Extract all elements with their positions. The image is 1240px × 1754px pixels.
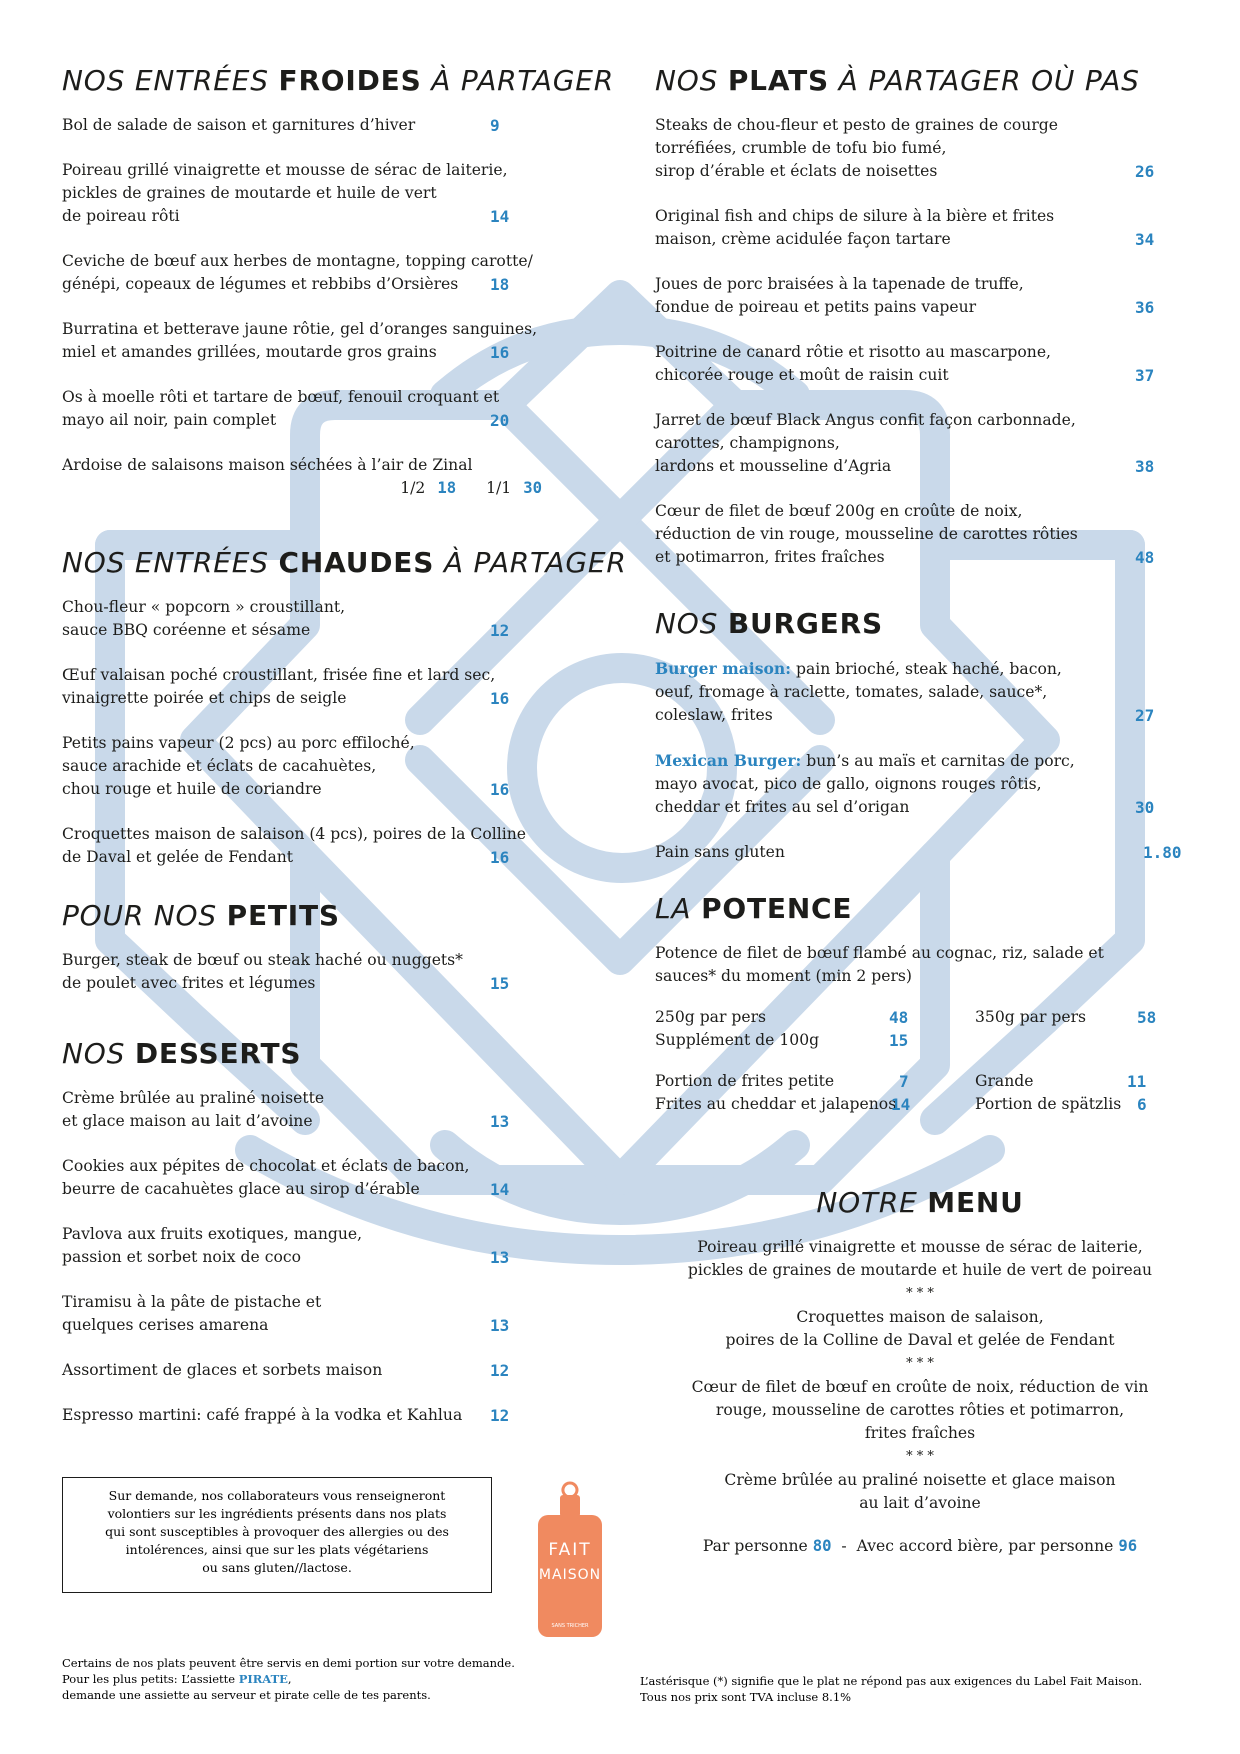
menu-item	[655, 273, 1185, 319]
title-italic: NOS	[655, 64, 728, 97]
dish-price: 18	[490, 275, 510, 294]
section-notre-menu	[655, 1184, 1185, 1558]
menu-item	[655, 500, 1185, 569]
price-label: Portion de spätzlis	[975, 1095, 1122, 1113]
price-value: 15	[889, 1031, 909, 1050]
dish-price: 15	[490, 974, 510, 993]
menu-item	[62, 823, 582, 869]
footer-line: Pour les plus petits: L’assiette	[62, 1672, 239, 1686]
menu-item-ardoise	[62, 454, 582, 500]
menu-item	[62, 732, 582, 801]
dish-price: 26	[1135, 162, 1155, 181]
price-value: 7	[899, 1072, 909, 1091]
title-italic: NOS	[62, 1037, 135, 1070]
section-title	[655, 605, 1185, 643]
dish-price: 34	[1135, 230, 1155, 249]
title-bold: DESSERTS	[134, 1037, 302, 1070]
menu-item	[655, 749, 1185, 819]
menu-item	[62, 1155, 582, 1201]
menu-course: Poireau grillé vinaigrette et mousse de sérac de laiterie, pickles de graines de moutarde et huile de vert de poireau	[687, 1238, 1153, 1279]
price-label: Supplément de 100g	[655, 1031, 820, 1049]
dish-price: 48	[1135, 548, 1155, 567]
half-portion-price: 18	[437, 479, 457, 497]
section-potence	[655, 890, 1185, 1116]
price-value: 58	[1137, 1008, 1157, 1027]
price-label: Portion de frites petite	[655, 1072, 835, 1090]
menu-item	[62, 386, 582, 432]
title-italic: NOS	[655, 607, 728, 640]
potence-description: Potence de filet de bœuf flambé au cognac, riz, salade et sauces* du moment (min 2 pers)	[655, 944, 1104, 985]
dish-price: 16	[490, 780, 510, 799]
menu-price-label: Avec accord bière, par personne	[856, 1537, 1119, 1555]
title-bold: FROIDES	[278, 64, 422, 97]
menu-item	[62, 250, 582, 296]
menu-item	[655, 841, 1185, 864]
menu-item	[62, 1359, 582, 1382]
title-bold: PETITS	[226, 899, 340, 932]
separator: -	[831, 1537, 857, 1555]
dish-price: 30	[1135, 798, 1155, 817]
dish-text: Assortiment de glaces et sorbets maison	[62, 1361, 383, 1379]
title-italic: NOS ENTRÉES	[62, 546, 279, 579]
menu-price: 80	[812, 1537, 832, 1555]
footer-line: demande une assiette au serveur et pirate celle de tes parents.	[62, 1688, 431, 1702]
section-entrees-froides	[62, 62, 614, 500]
title-bold: PLATS	[727, 64, 829, 97]
dish-text: Crème brûlée au praliné noisette et glace maison au lait d’avoine	[62, 1089, 325, 1130]
section-title	[62, 544, 627, 582]
dish-list	[655, 114, 1185, 569]
title-italic: NOS ENTRÉES	[62, 64, 279, 97]
section-desserts	[62, 1035, 582, 1427]
dish-name: Burger maison:	[655, 659, 792, 678]
dish-text: Burratina et betterave jaune rôtie, gel d’oranges sanguines, miel et amandes grillées, moutarde gros grains	[62, 320, 538, 361]
title-italic: À PARTAGER OÙ PAS	[828, 64, 1140, 97]
fait-maison-logo	[530, 1477, 610, 1642]
potence-row	[655, 1006, 1185, 1029]
section-title	[62, 897, 582, 935]
dish-name: Mexican Burger:	[655, 751, 802, 770]
dish-text: Steaks de chou-fleur et pesto de graines de courge torréfiées, crumble de tofu bio fumé, sirop d’érable et éclats de noisettes	[655, 116, 1059, 180]
dish-text: Bol de salade de saison et garnitures d’hiver	[62, 116, 416, 134]
dish-text	[655, 657, 1185, 727]
dish-text: Œuf valaisan poché croustillant, frisée fine et lard sec, vinaigrette poirée et chips de seigle	[62, 666, 496, 707]
title-italic: À PARTAGER	[434, 546, 627, 579]
logo-line-2: MAISON	[538, 1567, 602, 1583]
full-portion-price: 30	[523, 479, 542, 497]
right-column	[655, 62, 1185, 1558]
title-bold: BURGERS	[727, 607, 883, 640]
section-entrees-chaudes	[62, 544, 627, 869]
title-bold: MENU	[927, 1186, 1024, 1219]
potence-details	[655, 942, 1185, 1116]
dish-description: bun’s au maïs et carnitas de porc, mayo avocat, pico de gallo, oignons rouges rôtis, cheddar et frites au sel d’origan	[655, 752, 1075, 816]
menu-item	[655, 341, 1185, 387]
menu-price-beer: 96	[1118, 1537, 1138, 1555]
menu-item	[62, 949, 582, 995]
logo-line-1: FAIT	[548, 1540, 592, 1560]
dish-text: Ceviche de bœuf aux herbes de montagne, topping carotte/ génépi, copeaux de légumes et rebbibs d’Orsières	[62, 252, 533, 293]
pirate-highlight: PIRATE	[238, 1672, 288, 1686]
price-label: Frites au cheddar et jalapenos	[655, 1095, 897, 1113]
footer-right: L’astérisque (*) signifie que le plat ne répond pas aux exigences du Label Fait Maison. Tous nos prix sont TVA incluse 8.1%	[640, 1674, 1143, 1704]
title-bold: POTENCE	[701, 892, 853, 925]
dish-price: 13	[490, 1248, 510, 1267]
dish-text: Joues de porc braisées à la tapenade de truffe, fondue de poireau et petits pains vapeur	[655, 275, 1024, 316]
potence-row	[655, 1093, 1185, 1116]
title-italic: POUR NOS	[62, 899, 227, 932]
price-value: 6	[1137, 1095, 1147, 1114]
section-title	[655, 62, 1185, 100]
dish-text: Ardoise de salaisons maison séchées à l’air de Zinal	[62, 456, 473, 474]
price-label: Grande	[975, 1072, 1034, 1090]
dish-text: Croquettes maison de salaison (4 pcs), poires de la Colline de Daval et gelée de Fendant	[62, 825, 526, 866]
dish-text: Original fish and chips de silure à la bière et frites maison, crème acidulée façon tartare	[655, 207, 1055, 248]
menu-item	[655, 409, 1185, 478]
dish-price: 12	[490, 1361, 510, 1380]
dish-price: 16	[490, 848, 510, 867]
dish-price: 9	[490, 116, 500, 135]
dish-price: 37	[1135, 366, 1155, 385]
menu-item	[62, 1291, 582, 1337]
dish-text: Pavlova aux fruits exotiques, mangue, passion et sorbet noix de coco	[62, 1225, 363, 1266]
section-plats	[655, 62, 1185, 569]
menu-course: Cœur de filet de bœuf en croûte de noix, réduction de vin rouge, mousseline de carottes rôties et potimarron, frites fraîches	[691, 1378, 1149, 1442]
dish-price: 14	[490, 1180, 510, 1199]
dish-list	[62, 1087, 582, 1427]
price-value: 11	[1127, 1072, 1147, 1091]
section-title	[655, 1184, 1185, 1222]
title-italic: LA	[655, 892, 702, 925]
menu-item	[655, 114, 1185, 183]
menu-item	[62, 114, 582, 137]
section-title	[62, 1035, 582, 1073]
full-portion-label: 1/1	[486, 479, 512, 497]
price-label: 350g par pers	[975, 1008, 1087, 1026]
section-burgers	[655, 605, 1185, 864]
potence-row	[655, 1070, 1185, 1093]
dish-list	[62, 596, 582, 869]
dish-price: 13	[490, 1112, 510, 1131]
dish-price: 20	[490, 411, 510, 430]
menu-price-line	[655, 1535, 1185, 1558]
menu-item	[62, 1087, 582, 1133]
dish-price: 12	[490, 621, 510, 640]
dish-text: Espresso martini: café frappé à la vodka et Kahlua	[62, 1406, 463, 1424]
section-title	[62, 62, 614, 100]
price-value: 48	[889, 1008, 909, 1027]
dish-text: Cœur de filet de bœuf 200g en croûte de noix, réduction de vin rouge, mousseline de carottes rôties et potimarron, frites fraîches	[655, 502, 1078, 566]
menu-item	[62, 664, 582, 710]
dish-list	[655, 657, 1185, 864]
title-italic: NOTRE	[816, 1186, 928, 1219]
course-separator: * * *	[906, 1356, 934, 1371]
menu-item	[655, 657, 1185, 727]
dish-price: 1.80	[1143, 843, 1182, 862]
dish-text: Poireau grillé vinaigrette et mousse de sérac de laiterie, pickles de graines de moutarde et huile de vert de poireau rôti	[62, 161, 508, 225]
portion-prices	[62, 477, 582, 500]
dish-price: 16	[490, 689, 510, 708]
dish-description: pain brioché, steak haché, bacon, oeuf, fromage à raclette, tomates, salade, sauce*, coleslaw, frites	[655, 660, 1062, 724]
price-value: 14	[891, 1095, 911, 1114]
dish-text: Pain sans gluten	[655, 843, 785, 861]
section-title	[655, 890, 1185, 928]
dish-text: Tiramisu à la pâte de pistache et quelques cerises amarena	[62, 1293, 322, 1334]
dish-text: Petits pains vapeur (2 pcs) au porc effiloché, sauce arachide et éclats de cacahuètes, chou rouge et huile de coriandre	[62, 734, 415, 798]
footer-left	[62, 1655, 622, 1703]
menu-item	[62, 318, 582, 364]
menu-item	[62, 596, 582, 642]
potence-row	[655, 1029, 1185, 1052]
dish-text: Burger, steak de bœuf ou steak haché ou nuggets* de poulet avec frites et légumes	[62, 951, 463, 992]
course-separator: * * *	[906, 1286, 934, 1301]
dish-list	[62, 114, 582, 432]
dish-price: 13	[490, 1316, 510, 1335]
menu-item	[62, 1223, 582, 1269]
half-portion-label: 1/2	[400, 479, 426, 497]
footer-line: Certains de nos plats peuvent être servis en demi portion sur votre demande.	[62, 1656, 515, 1670]
menu-course: Croquettes maison de salaison, poires de la Colline de Daval et gelée de Fendant	[725, 1308, 1115, 1349]
dish-list	[62, 949, 582, 995]
section-petits	[62, 897, 582, 995]
menu-price-label: Par personne	[702, 1537, 813, 1555]
menu-course: Crème brûlée au praliné noisette et glace maison au lait d’avoine	[724, 1471, 1116, 1512]
dish-text: Jarret de bœuf Black Angus confit façon carbonnade, carottes, champignons, lardons et mousseline d’Agria	[655, 411, 1076, 475]
course-separator: * * *	[906, 1449, 934, 1464]
allergy-notice: Sur demande, nos collaborateurs vous renseigneront volontiers sur les ingrédients présents dans nos plats qui sont susceptibles à provoquer des allergies ou des intolérences, ainsi que sur les plats végétariens ou sans gluten//lactose.	[62, 1477, 492, 1593]
set-menu	[655, 1236, 1185, 1558]
price-label: 250g par pers	[655, 1008, 767, 1026]
menu-item	[62, 1404, 582, 1427]
dish-price: 16	[490, 343, 510, 362]
title-bold: CHAUDES	[278, 546, 435, 579]
menu-item	[62, 159, 582, 228]
left-column	[62, 62, 627, 1449]
footer-punct: ,	[287, 1672, 292, 1686]
menu-item	[655, 205, 1185, 251]
dish-price: 12	[490, 1406, 510, 1425]
dish-text: Cookies aux pépites de chocolat et éclats de bacon, beurre de cacahuètes glace au sirop d’érable	[62, 1157, 470, 1198]
dish-price: 38	[1135, 457, 1155, 476]
title-italic: À PARTAGER	[421, 64, 614, 97]
logo-small-text: SANS TRICHER	[551, 1623, 589, 1629]
dish-text: Chou-fleur « popcorn » croustillant, sauce BBQ coréenne et sésame	[62, 598, 346, 639]
dish-text: Os à moelle rôti et tartare de bœuf, fenouil croquant et mayo ail noir, pain complet	[62, 388, 500, 429]
dish-price: 27	[1135, 706, 1155, 725]
dish-text	[655, 749, 1185, 819]
dish-text: Poitrine de canard rôtie et risotto au mascarpone, chicorée rouge et moût de raisin cuit	[655, 343, 1052, 384]
dish-price: 14	[490, 207, 510, 226]
dish-price: 36	[1135, 298, 1155, 317]
